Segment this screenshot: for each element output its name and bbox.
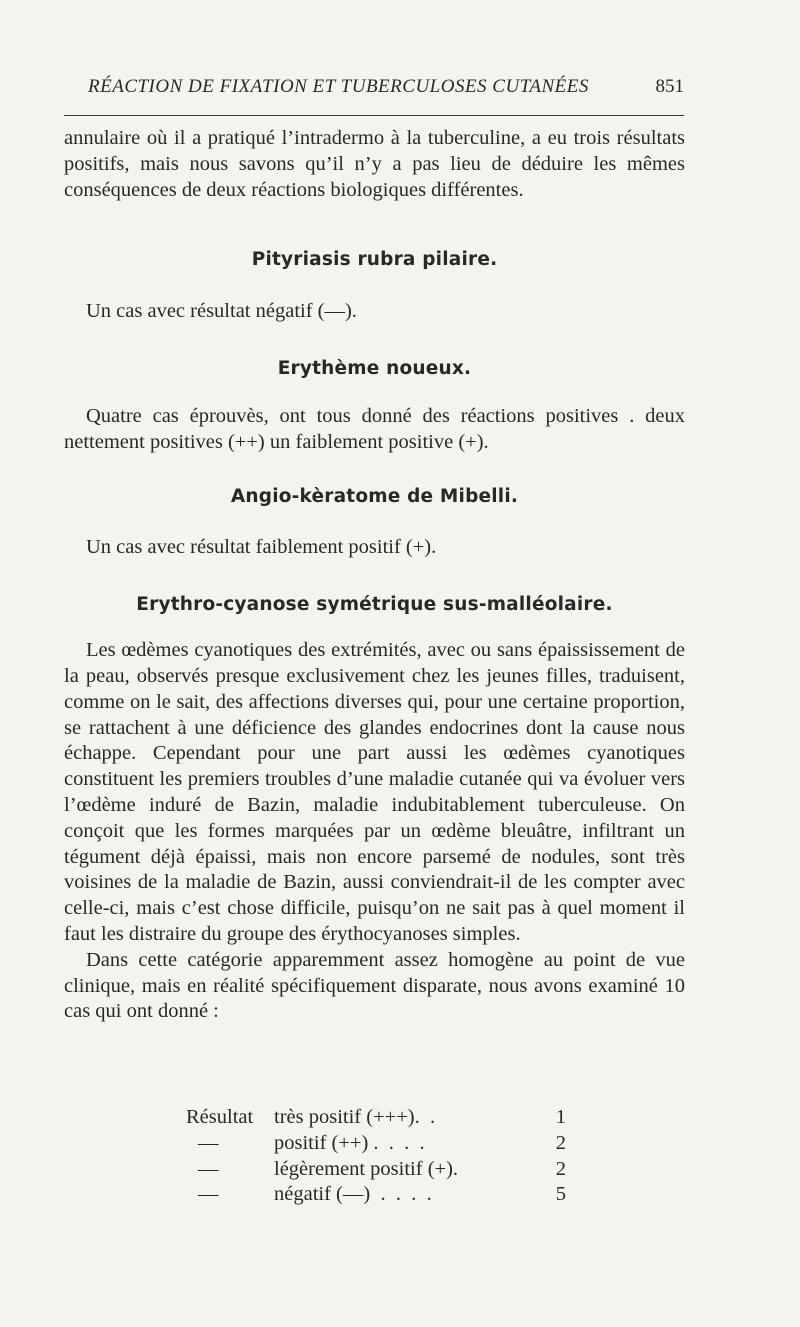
- heading-pityriasis: Pityriasis rubra pilaire.: [251, 249, 498, 270]
- pityriasis-paragraph: Un cas avec résultat négatif (—).: [86, 300, 357, 322]
- results-table: [186, 1105, 566, 1208]
- results-count: 2: [555, 1131, 566, 1154]
- heading-angio: Angio-kèratome de Mibelli.: [230, 486, 519, 508]
- results-count: 1: [555, 1106, 566, 1128]
- results-count: 5: [555, 1183, 566, 1206]
- erytheme-paragraph: Quatre cas éprouvès, ont tous donné des réactions positives . deux nettement positives (++) un faiblement positive (+).: [64, 404, 685, 453]
- body-text: [64, 126, 685, 1025]
- heading-erytheme: Erythème noueux.: [277, 357, 472, 379]
- intro-paragraph: annulaire où il a pratiqué l’intradermo à la tuberculine, a eu trois résultats positifs, mais nous savons qu’il n’y a pas lieu de déduire les mêmes conséquences de deux réactions biologiques différentes.: [64, 127, 685, 201]
- running-header: [88, 76, 684, 98]
- results-label: —: [198, 1183, 219, 1206]
- erythro-paragraph-1: Les œdèmes cyanotiques des extrémités, avec ou sans épaississement de la peau, observés presque exclusivement chez les jeunes filles, traduisent, comme on le sait, des affections diverses qui, pour une certaine proportion, se rattachent à une déficience des glandes endocrines dont la cause nous échappe. Cependant pour une part aussi les œdèmes cyanotiques constituent les premiers troubles d’une maladie cutanée qui va évoluer vers l’œdème induré de Bazin, maladie indubitablement tuberculeuse. On conçoit que les formes marquées par un œdème bleuâtre, infiltrant un tégument déjà épaissi, mais non encore parsemé de nodules, sont très voisines de la maladie de Bazin, aussi conviendrait-il de les compter avec celle-ci, mais c’est chose difficile, puisqu’on ne sait pas à quel moment il faut les distraire du groupe des érythocyanoses simples.: [64, 639, 685, 945]
- header-rule: [64, 115, 684, 116]
- results-row: [186, 1105, 566, 1131]
- results-count: 2: [555, 1157, 566, 1180]
- running-title: RÉACTION DE FIXATION ET TUBERCULOSES CUTANÉES: [88, 76, 589, 97]
- results-label: —: [198, 1131, 219, 1154]
- results-label: —: [198, 1157, 219, 1180]
- results-description: positif (++) . . . .: [274, 1131, 425, 1154]
- results-row: [186, 1182, 566, 1208]
- results-description: légèrement positif (+).: [274, 1157, 459, 1180]
- page-number: 851: [655, 76, 684, 97]
- results-row: [186, 1131, 566, 1157]
- heading-erythro: Erythro-cyanose symétrique sus-malléolaire.: [136, 594, 613, 616]
- angio-paragraph: Un cas avec résultat faiblement positif (+).: [86, 536, 437, 559]
- results-row: [186, 1157, 566, 1183]
- results-description: négatif (—) . . . .: [274, 1183, 432, 1206]
- erythro-paragraph-2: Dans cette catégorie apparemment assez homogène au point de vue clinique, mais en réalité spécifiquement disparate, nous avons examiné 10 cas qui ont donné :: [64, 948, 685, 1023]
- results-label: Résultat: [186, 1106, 254, 1128]
- results-description: très positif (+++). .: [274, 1106, 436, 1128]
